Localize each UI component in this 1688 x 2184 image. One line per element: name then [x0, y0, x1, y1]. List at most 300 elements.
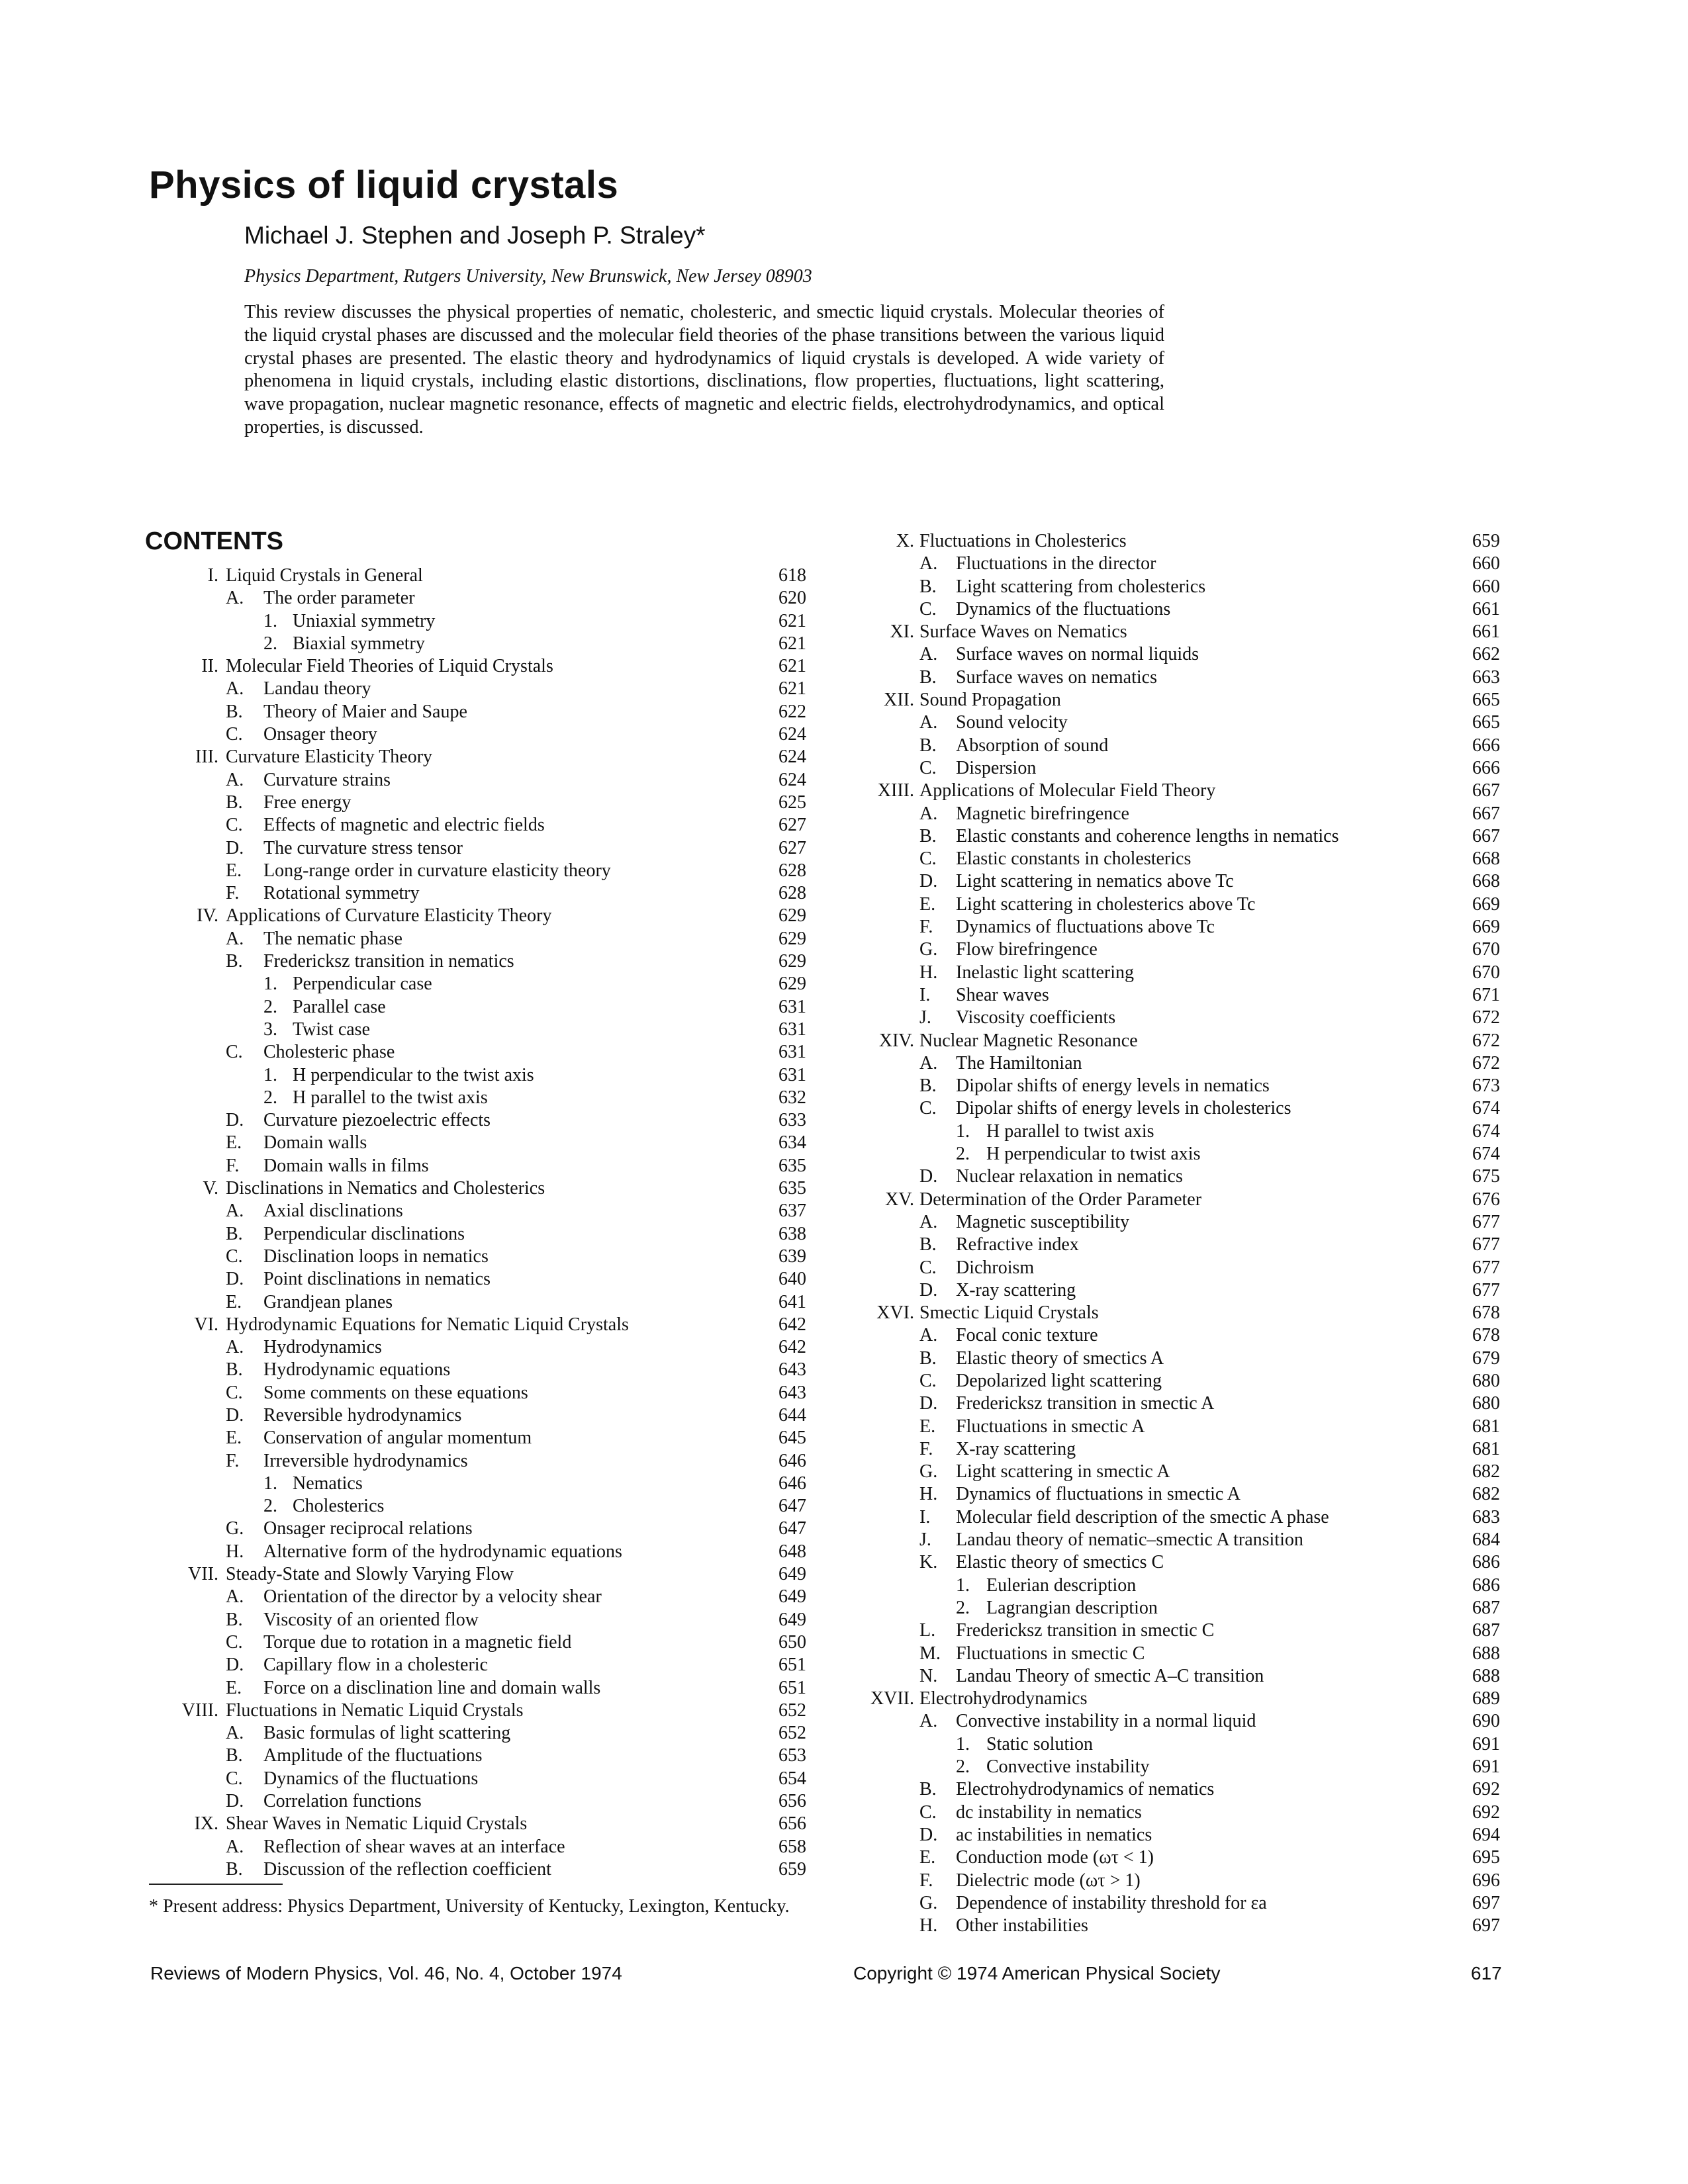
toc-page: 688	[1472, 1665, 1500, 1686]
toc-entry	[0, 1688, 1503, 1710]
toc-marker: 1.	[263, 610, 277, 631]
toc-page: 642	[778, 1337, 806, 1358]
toc-entry	[0, 780, 1503, 802]
toc-marker: 2.	[263, 1496, 277, 1517]
toc-page: 680	[1472, 1393, 1500, 1414]
toc-entry	[0, 1915, 1503, 1937]
toc-title: Flow birefringence	[956, 939, 1098, 960]
toc-page: 643	[778, 1359, 806, 1381]
toc-entry	[0, 1075, 1503, 1097]
toc-entry	[0, 1824, 1503, 1846]
toc-page: 631	[778, 1064, 806, 1085]
toc-title: Twist case	[293, 1019, 371, 1040]
toc-marker: III.	[195, 747, 218, 768]
toc-page: 682	[1472, 1461, 1500, 1482]
toc-entry	[0, 666, 1503, 689]
page-number: 617	[1471, 1963, 1502, 1983]
toc-entry	[0, 1574, 1503, 1597]
toc-title: Reversible hydrodynamics	[263, 1404, 462, 1426]
toc-title: H parallel to twist axis	[986, 1120, 1154, 1142]
toc-marker: C.	[226, 1042, 243, 1063]
toc-entry	[0, 1506, 1503, 1529]
toc-page: 663	[1472, 666, 1500, 688]
toc-marker: A.	[226, 1586, 244, 1608]
toc-marker: B.	[919, 1075, 937, 1097]
toc-title: Nematics	[293, 1473, 363, 1494]
toc-marker: XIV.	[878, 1030, 914, 1051]
toc-entry	[0, 1870, 1503, 1892]
toc-title: Free energy	[263, 792, 352, 813]
toc-marker: D.	[919, 1824, 938, 1845]
toc-title: Domain walls in films	[263, 1155, 429, 1176]
toc-page: 624	[778, 747, 806, 768]
toc-marker: C.	[919, 1098, 937, 1119]
toc-page: 697	[1472, 1915, 1500, 1936]
toc-marker: D.	[226, 1269, 244, 1290]
contents-heading: CONTENTS	[145, 527, 283, 555]
toc-marker: A.	[919, 1211, 938, 1232]
toc-title: Landau theory of nematic–smectic A transition	[956, 1529, 1303, 1551]
toc-marker: H.	[919, 1484, 938, 1505]
toc-marker: X.	[896, 531, 914, 551]
toc-page: 672	[1472, 1030, 1500, 1051]
toc-page: 677	[1472, 1257, 1500, 1278]
toc-page: 648	[778, 1541, 806, 1562]
toc-marker: A.	[226, 678, 244, 700]
toc-marker: II.	[201, 656, 218, 677]
toc-title: Absorption of sound	[956, 735, 1109, 756]
toc-page: 659	[1472, 531, 1500, 551]
toc-title: Uniaxial symmetry	[293, 610, 436, 631]
toc-title: Inelastic light scattering	[956, 962, 1135, 983]
toc-page: 652	[778, 1700, 806, 1721]
toc-page: 631	[778, 1019, 806, 1040]
toc-entry	[0, 825, 1503, 848]
toc-page: 687	[1472, 1620, 1500, 1641]
toc-title: Dielectric mode (ωτ > 1)	[956, 1870, 1141, 1891]
toc-title: Curvature Elasticity Theory	[226, 747, 433, 768]
toc-title: Smectic Liquid Crystals	[919, 1302, 1099, 1324]
toc-title: Perpendicular case	[293, 974, 432, 995]
authors: Michael J. Stephen and Joseph P. Straley*	[244, 222, 706, 249]
toc-title: Hydrodynamics	[263, 1337, 382, 1358]
toc-title: X-ray scattering	[956, 1279, 1076, 1300]
toc-title: Magnetic susceptibility	[956, 1211, 1130, 1232]
toc-page: 670	[1472, 962, 1500, 983]
footnote: * Present address: Physics Department, University of Kentucky, Lexington, Kentucky.	[149, 1896, 790, 1917]
toc-marker: D.	[226, 1404, 244, 1426]
toc-title: Liquid Crystals in General	[226, 565, 423, 586]
toc-page: 631	[778, 996, 806, 1017]
toc-page: 649	[778, 1609, 806, 1630]
toc-marker: F.	[919, 917, 933, 938]
toc-page: 656	[778, 1813, 806, 1835]
toc-page: 691	[1472, 1733, 1500, 1754]
toc-page: 647	[778, 1518, 806, 1539]
toc-page: 660	[1472, 576, 1500, 597]
toc-title: Fluctuations in smectic A	[956, 1416, 1145, 1437]
toc-page: 688	[1472, 1643, 1500, 1664]
toc-marker: H.	[226, 1541, 244, 1562]
toc-page: 639	[778, 1246, 806, 1267]
toc-entry	[0, 757, 1503, 780]
toc-entry	[0, 598, 1503, 621]
toc-page: 667	[1472, 825, 1500, 846]
toc-entry	[0, 1461, 1503, 1483]
toc-entry	[0, 1052, 1503, 1075]
toc-page: 656	[778, 1791, 806, 1812]
toc-marker: B.	[226, 701, 243, 722]
toc-title: Fluctuations in the director	[956, 553, 1156, 574]
toc-marker: I.	[919, 1506, 931, 1527]
toc-marker: J.	[919, 1529, 931, 1551]
toc-marker: 1.	[956, 1574, 970, 1596]
toc-page: 682	[1472, 1484, 1500, 1505]
toc-marker: 2.	[956, 1597, 970, 1618]
toc-marker: F.	[226, 883, 240, 904]
toc-marker: A.	[919, 1711, 938, 1732]
toc-title: The nematic phase	[263, 928, 402, 949]
toc-marker: C.	[226, 1768, 243, 1789]
toc-page: 665	[1472, 712, 1500, 733]
toc-page: 658	[778, 1836, 806, 1857]
toc-page: 692	[1472, 1779, 1500, 1800]
toc-marker: B.	[919, 576, 937, 597]
toc-page: 694	[1472, 1824, 1500, 1845]
toc-title: Biaxial symmetry	[293, 633, 425, 654]
toc-page: 674	[1472, 1120, 1500, 1142]
toc-page: 646	[778, 1450, 806, 1471]
toc-title: Molecular field description of the smectic A phase	[956, 1506, 1329, 1527]
toc-entry	[0, 984, 1503, 1007]
toc-title: Convective instability in a normal liquid	[956, 1711, 1256, 1732]
toc-marker: K.	[919, 1552, 938, 1573]
toc-title: Theory of Maier and Saupe	[263, 701, 467, 722]
toc-page: 637	[778, 1201, 806, 1222]
toc-entry	[0, 1370, 1503, 1392]
toc-page: 692	[1472, 1801, 1500, 1823]
toc-title: Sound velocity	[956, 712, 1068, 733]
toc-page: 680	[1472, 1370, 1500, 1391]
toc-page: 643	[778, 1382, 806, 1403]
toc-page: 678	[1472, 1302, 1500, 1324]
toc-page: 660	[1472, 553, 1500, 574]
toc-marker: G.	[919, 1461, 938, 1482]
copyright: Copyright © 1974 American Physical Society	[853, 1963, 1221, 1983]
toc-marker: C.	[919, 1801, 937, 1823]
toc-marker: 2.	[956, 1144, 970, 1165]
toc-title: Light scattering in cholesterics above Tc	[956, 893, 1256, 915]
toc-title: Disclinations in Nematics and Cholesterics	[226, 1178, 545, 1199]
toc-page: 625	[778, 792, 806, 813]
toc-title: Force on a disclination line and domain walls	[263, 1677, 601, 1698]
toc-page: 674	[1472, 1098, 1500, 1119]
toc-title: Orientation of the director by a velocity shear	[263, 1586, 602, 1608]
toc-page: 634	[778, 1132, 806, 1154]
toc-page: 621	[778, 656, 806, 677]
journal-citation: Reviews of Modern Physics, Vol. 46, No. 4, October 1974	[150, 1963, 622, 1983]
toc-title: Focal conic texture	[956, 1325, 1098, 1346]
toc-marker: B.	[226, 1745, 243, 1766]
toc-title: Effects of magnetic and electric fields	[263, 815, 545, 836]
toc-title: Landau theory	[263, 678, 371, 700]
toc-entry	[0, 1438, 1503, 1461]
toc-marker: C.	[226, 1631, 243, 1653]
toc-page: 667	[1472, 780, 1500, 801]
toc-marker: VII.	[188, 1564, 218, 1585]
toc-marker: D.	[919, 1393, 938, 1414]
toc-page: 646	[778, 1473, 806, 1494]
toc-page: 669	[1472, 893, 1500, 915]
toc-entry	[0, 643, 1503, 666]
toc-page: 681	[1472, 1438, 1500, 1459]
toc-page: 686	[1472, 1552, 1500, 1573]
toc-page: 621	[778, 610, 806, 631]
toc-title: Surface Waves on Nematics	[919, 621, 1127, 643]
toc-marker: 1.	[263, 1473, 277, 1494]
toc-marker: C.	[226, 1246, 243, 1267]
toc-page: 686	[1472, 1574, 1500, 1596]
toc-page: 671	[1472, 984, 1500, 1005]
toc-entry	[0, 1097, 1503, 1120]
toc-page: 666	[1472, 735, 1500, 756]
toc-page: 689	[1472, 1688, 1500, 1709]
toc-entry	[0, 1529, 1503, 1551]
toc-title: Applications of Curvature Elasticity Theory	[226, 905, 552, 927]
toc-marker: B.	[919, 735, 937, 756]
toc-page: 687	[1472, 1597, 1500, 1618]
toc-entry	[0, 1801, 1503, 1824]
toc-page: 675	[1472, 1166, 1500, 1187]
toc-marker: 3.	[263, 1019, 277, 1040]
toc-entry	[0, 1551, 1503, 1574]
toc-title: Irreversible hydrodynamics	[263, 1450, 468, 1471]
toc-page: 624	[778, 769, 806, 790]
toc-marker: E.	[919, 893, 936, 915]
toc-marker: I.	[207, 565, 218, 586]
toc-page: 640	[778, 1269, 806, 1290]
toc-title: Fluctuations in Cholesterics	[919, 531, 1127, 551]
toc-entry	[0, 711, 1503, 734]
toc-title: Static solution	[986, 1733, 1093, 1754]
toc-page: 654	[778, 1768, 806, 1789]
toc-title: Discussion of the reflection coefficient	[263, 1858, 551, 1880]
toc-entry	[0, 735, 1503, 757]
toc-title: Onsager reciprocal relations	[263, 1518, 473, 1539]
toc-title: Cholesteric phase	[263, 1042, 395, 1063]
toc-marker: A.	[919, 712, 938, 733]
toc-title: Surface waves on normal liquids	[956, 644, 1199, 665]
toc-title: Steady-State and Slowly Varying Flow	[226, 1564, 514, 1585]
toc-page: 622	[778, 701, 806, 722]
toc-marker: C.	[919, 1370, 937, 1391]
toc-marker: 2.	[263, 996, 277, 1017]
toc-page: 665	[1472, 690, 1500, 711]
toc-title: Elastic constants in cholesterics	[956, 848, 1192, 870]
toc-marker: J.	[919, 1007, 931, 1028]
toc-marker: E.	[226, 1132, 242, 1154]
toc-page: 690	[1472, 1711, 1500, 1732]
toc-marker: E.	[226, 1428, 242, 1449]
toc-page: 620	[778, 588, 806, 609]
toc-title: Perpendicular disclinations	[263, 1223, 465, 1244]
toc-title: Alternative form of the hydrodynamic equations	[263, 1541, 622, 1562]
toc-entry	[0, 1416, 1503, 1438]
toc-page: 672	[1472, 1007, 1500, 1028]
toc-marker: E.	[919, 1416, 936, 1437]
toc-page: 659	[778, 1858, 806, 1880]
toc-marker: M.	[919, 1643, 941, 1664]
toc-marker: F.	[226, 1450, 240, 1471]
toc-entry	[0, 893, 1503, 916]
toc-marker: 1.	[263, 974, 277, 995]
toc-marker: D.	[226, 1655, 244, 1676]
toc-entry	[0, 962, 1503, 984]
toc-marker: D.	[919, 871, 938, 892]
toc-page: 668	[1472, 848, 1500, 870]
toc-marker: B.	[226, 1858, 243, 1880]
toc-title: Applications of Molecular Field Theory	[919, 780, 1216, 801]
toc-marker: A.	[919, 553, 938, 574]
toc-marker: 2.	[263, 633, 277, 654]
contents-right-column	[0, 530, 1503, 1937]
toc-title: Elastic constants and coherence lengths in nematics	[956, 825, 1339, 846]
toc-marker: G.	[226, 1518, 244, 1539]
toc-title: Domain walls	[263, 1132, 367, 1154]
toc-page: 629	[778, 928, 806, 949]
toc-title: Conduction mode (ωτ < 1)	[956, 1847, 1154, 1868]
toc-marker: 1.	[263, 1064, 277, 1085]
toc-entry	[0, 1733, 1503, 1756]
toc-marker: 2.	[956, 1756, 970, 1778]
toc-title: Determination of the Order Parameter	[919, 1189, 1202, 1210]
toc-marker: XIII.	[877, 780, 914, 801]
toc-page: 677	[1472, 1234, 1500, 1255]
toc-marker: A.	[226, 1201, 244, 1222]
toc-title: Elastic theory of smectics C	[956, 1552, 1164, 1573]
toc-marker: B.	[919, 825, 937, 846]
toc-marker: C.	[919, 598, 937, 619]
toc-page: 679	[1472, 1347, 1500, 1369]
toc-marker: A.	[226, 1723, 244, 1744]
toc-entry	[0, 1619, 1503, 1642]
toc-marker: A.	[226, 588, 244, 609]
toc-title: Cholesterics	[293, 1496, 385, 1517]
toc-title: The order parameter	[263, 588, 415, 609]
toc-marker: VIII.	[181, 1700, 218, 1721]
toc-marker: C.	[919, 848, 937, 870]
toc-marker: XI.	[890, 621, 914, 643]
toc-title: Shear waves	[956, 984, 1049, 1005]
toc-title: Depolarized light scattering	[956, 1370, 1162, 1391]
toc-marker: G.	[919, 1892, 938, 1913]
toc-page: 633	[778, 1110, 806, 1131]
toc-page: 673	[1472, 1075, 1500, 1097]
toc-title: Correlation functions	[263, 1791, 422, 1812]
toc-page: 681	[1472, 1416, 1500, 1437]
toc-marker: A.	[226, 1337, 244, 1358]
toc-marker: XVI.	[876, 1302, 914, 1324]
toc-entry	[0, 938, 1503, 961]
toc-marker: B.	[226, 951, 243, 972]
toc-title: Dipolar shifts of energy levels in cholesterics	[956, 1098, 1291, 1119]
toc-page: 678	[1472, 1325, 1500, 1346]
toc-title: Point disclinations in nematics	[263, 1269, 491, 1290]
toc-page: 627	[778, 815, 806, 836]
toc-page: 696	[1472, 1870, 1500, 1891]
toc-page: 621	[778, 633, 806, 654]
toc-title: Dichroism	[956, 1257, 1035, 1278]
toc-entry	[0, 916, 1503, 938]
toc-title: Some comments on these equations	[263, 1382, 528, 1403]
toc-marker: B.	[226, 1609, 243, 1630]
toc-marker: 2.	[263, 1087, 277, 1108]
toc-title: Electrohydrodynamics	[919, 1688, 1088, 1709]
toc-entry	[0, 1324, 1503, 1347]
toc-marker: A.	[919, 1325, 938, 1346]
toc-marker: I.	[919, 984, 931, 1005]
toc-marker: A.	[919, 1052, 938, 1073]
toc-entry	[0, 1234, 1503, 1256]
toc-page: 651	[778, 1677, 806, 1698]
toc-page: 618	[778, 565, 806, 586]
toc-page: 629	[778, 951, 806, 972]
toc-title: Dipolar shifts of energy levels in nematics	[956, 1075, 1270, 1097]
toc-title: Dynamics of the fluctuations	[956, 598, 1171, 619]
toc-title: Capillary flow in a cholesteric	[263, 1655, 488, 1676]
toc-marker: C.	[226, 1382, 243, 1403]
toc-entry	[0, 1756, 1503, 1778]
toc-title: Amplitude of the fluctuations	[263, 1745, 483, 1766]
toc-page: 649	[778, 1564, 806, 1585]
toc-page: 629	[778, 905, 806, 927]
toc-title: The Hamiltonian	[956, 1052, 1082, 1073]
toc-title: Fredericksz transition in nematics	[263, 951, 514, 972]
toc-page: 645	[778, 1428, 806, 1449]
toc-entry	[0, 1392, 1503, 1415]
toc-page: 661	[1472, 598, 1500, 619]
toc-page: 676	[1472, 1189, 1500, 1210]
toc-entry	[0, 1143, 1503, 1165]
toc-title: Long-range order in curvature elasticity theory	[263, 860, 611, 881]
toc-marker: B.	[226, 792, 243, 813]
toc-entry	[0, 1483, 1503, 1506]
toc-title: H parallel to the twist axis	[293, 1087, 488, 1108]
toc-entry	[0, 803, 1503, 825]
toc-title: Dispersion	[956, 757, 1037, 778]
toc-entry	[0, 1302, 1503, 1324]
toc-marker: D.	[226, 1791, 244, 1812]
toc-page: 631	[778, 1042, 806, 1063]
toc-marker: H.	[919, 1915, 938, 1936]
toc-page: 697	[1472, 1892, 1500, 1913]
toc-page: 668	[1472, 871, 1500, 892]
footnote-rule	[149, 1884, 283, 1885]
toc-title: Magnetic birefringence	[956, 803, 1129, 824]
toc-title: Fluctuations in smectic C	[956, 1643, 1145, 1664]
toc-page: 683	[1472, 1506, 1500, 1527]
toc-page: 629	[778, 974, 806, 995]
toc-title: Reflection of shear waves at an interface	[263, 1836, 565, 1857]
toc-page: 677	[1472, 1211, 1500, 1232]
toc-title: Onsager theory	[263, 724, 377, 745]
toc-entry	[0, 870, 1503, 893]
toc-title: Viscosity of an oriented flow	[263, 1609, 479, 1630]
toc-marker: H.	[919, 962, 938, 983]
toc-page: 670	[1472, 939, 1500, 960]
toc-marker: A.	[226, 769, 244, 790]
toc-title: Electrohydrodynamics of nematics	[956, 1779, 1215, 1800]
